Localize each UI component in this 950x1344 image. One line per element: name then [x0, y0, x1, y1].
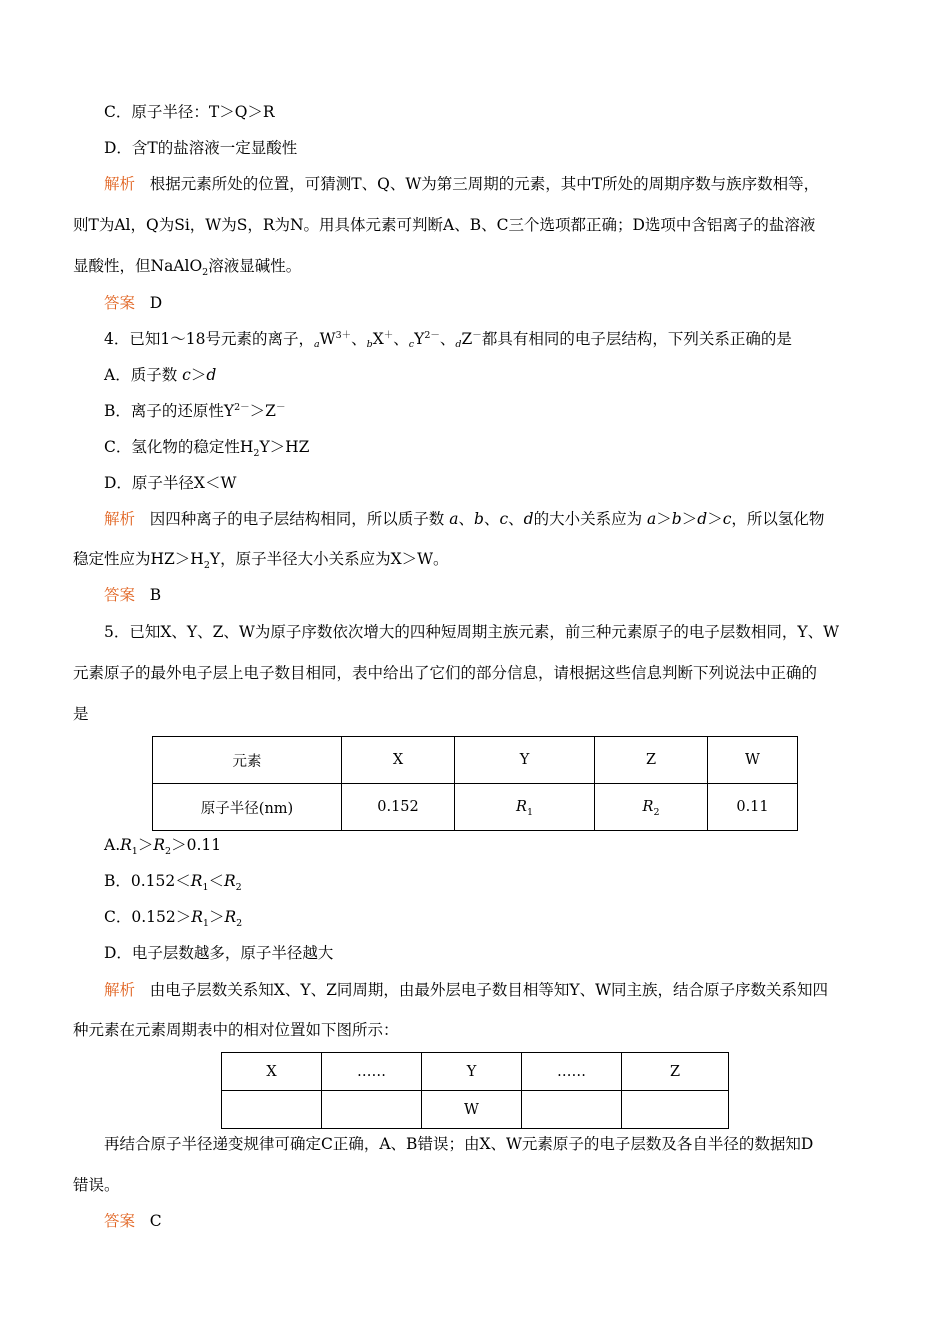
table-row [222, 1091, 729, 1129]
table-cell: X [222, 1053, 322, 1091]
table-header-cell: Y [455, 737, 595, 784]
table-cell: 0.152 [342, 784, 455, 831]
table-cell [622, 1091, 729, 1129]
answer-1 [104, 293, 162, 313]
solution-label: 解析 [104, 510, 136, 528]
solution-3-line-2: 种元素在元素周期表中的相对位置如下图所示： [73, 1021, 399, 1039]
answer-3 [104, 1211, 162, 1231]
option-c-prev: C．原子半径：T＞Q＞R [104, 103, 275, 121]
solution-3-line-3: 再结合原子半径递变规律可确定C正确，A、B错误；由X、W元素原子的电子层数及各自半径的数据知D [104, 1135, 814, 1153]
solution-3-line-4: 错误。 [73, 1176, 120, 1194]
table-cell: Z [622, 1053, 729, 1091]
question-4-option-b: B．离子的还原性$Y^{2-}>Z^-$ [104, 401, 286, 420]
table-cell: $R_2$ [595, 784, 708, 831]
answer-value: D [149, 294, 163, 312]
table-cell: 原子半径(nm) [153, 784, 342, 831]
solution-2-line-1: 解析 因四种离子的电子层结构相同，所以质子数 a、b、c、d的大小关系应为 a＞b＞d＞c，所以氢化物 [104, 510, 825, 528]
table-cell: 0.11 [708, 784, 798, 831]
answer-2 [104, 585, 161, 605]
solution-text: 根据元素所处的位置，可猜测T、Q、W为第三周期的元素，其中T所处的周期序数与族序数相等， [149, 175, 820, 193]
atomic-radius-table [152, 736, 798, 831]
answer-label: 答案 [104, 586, 136, 604]
question-5-option-c: C．$0.152>R_1>R_2$ [104, 908, 243, 930]
table-row [153, 737, 798, 784]
question-5-line-2: 元素原子的最外电子层上电子数目相同，表中给出了它们的部分信息，请根据这些信息判断下列说法中正确的 [73, 664, 818, 682]
table-header-cell: X [342, 737, 455, 784]
table-cell: …… [522, 1053, 622, 1091]
table-cell [322, 1091, 422, 1129]
table-cell [522, 1091, 622, 1129]
table-header-cell: 元素 [153, 737, 342, 784]
solution-label: 解析 [104, 175, 136, 193]
question-5-line-3: 是 [73, 705, 89, 723]
question-5-option-a: $A.R_1>R_2>0.11$ [104, 836, 222, 858]
table-cell: Y [422, 1053, 522, 1091]
table-header-cell: Z [595, 737, 708, 784]
answer-value: C [149, 1212, 162, 1230]
answer-label: 答案 [104, 294, 136, 312]
table-header-cell: W [708, 737, 798, 784]
table-cell: W [422, 1091, 522, 1129]
table-cell: $R_1$ [455, 784, 595, 831]
option-d-prev: D．含T的盐溶液一定显酸性 [104, 139, 298, 157]
question-4-option-d: D．原子半径X＜W [104, 474, 237, 492]
solution-1-line-3: 显酸性，但NaAlO$_2$溶液显碱性。 [73, 257, 302, 279]
table-cell [222, 1091, 322, 1129]
question-4-stem: 4．已知1～18号元素的离子，$aW^{3+}$、bX＋、$cY^{2-}$、dZ－都具有相同的电子层结构，下列关系正确的是 [104, 329, 792, 350]
question-4-option-c: C．氢化物的稳定性$H_2Y>HZ$ [104, 438, 310, 460]
solution-3-line-1 [104, 980, 828, 1000]
answer-label: 答案 [104, 1212, 136, 1230]
solution-text: 由电子层数关系知X、Y、Z同周期，由最外层电子数目相等知Y、W同主族，结合原子序数关系知四 [149, 981, 829, 999]
periodic-position-grid [221, 1052, 729, 1129]
solution-2-line-2: 稳定性应为$HZ>H_2Y$，原子半径大小关系应为X＞W。 [73, 550, 449, 572]
table-row [222, 1053, 729, 1091]
table-cell: …… [322, 1053, 422, 1091]
table-row [153, 784, 798, 831]
question-5-option-d: D．电子层数越多，原子半径越大 [104, 944, 334, 962]
solution-1-line-1 [104, 174, 819, 194]
question-4-option-a: A．质子数 c＞d [104, 366, 217, 384]
question-5-option-b: B．$0.152<R_1<R_2$ [104, 872, 242, 894]
answer-value: B [149, 586, 162, 604]
question-5-line-1: 5．已知X、Y、Z、W为原子序数依次增大的四种短周期主族元素，前三种元素原子的电子层数相同，Y、W [104, 623, 839, 641]
solution-label: 解析 [104, 981, 136, 999]
solution-1-line-2: 则T为Al，Q为Si，W为S，R为N。用具体元素可判断A、B、C三个选项都正确；D选项中含铝离子的盐溶液 [73, 216, 816, 234]
